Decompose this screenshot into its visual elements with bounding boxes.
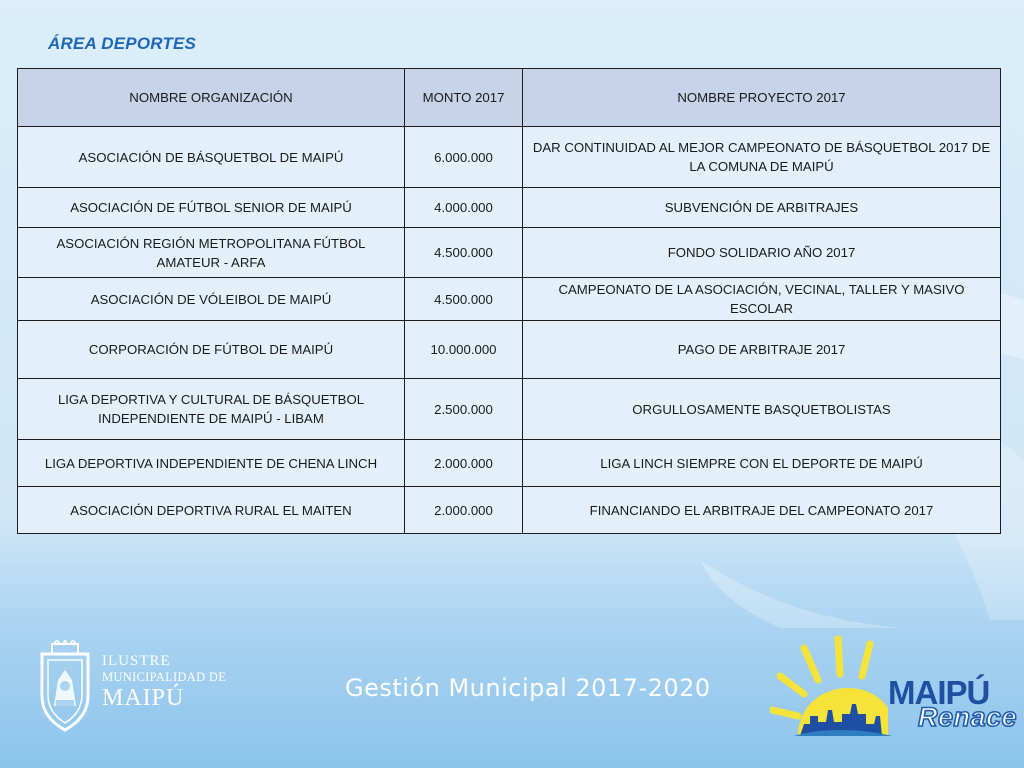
cell-project: FINANCIANDO EL ARBITRAJE DEL CAMPEONATO 2017 <box>523 487 1001 534</box>
cell-amount: 2.000.000 <box>405 440 523 487</box>
cell-project: PAGO DE ARBITRAJE 2017 <box>523 321 1001 379</box>
table-row <box>18 127 1001 188</box>
cell-organization: LIGA DEPORTIVA INDEPENDIENTE DE CHENA LINCH <box>18 440 405 487</box>
cell-organization: ASOCIACIÓN REGIÓN METROPOLITANA FÚTBOL AMATEUR - ARFA <box>18 228 405 278</box>
cell-amount: 4.500.000 <box>405 278 523 321</box>
cell-project: FONDO SOLIDARIO AÑO 2017 <box>523 228 1001 278</box>
cell-project: ORGULLOSAMENTE BASQUETBOLISTAS <box>523 379 1001 440</box>
cell-organization: ASOCIACIÓN DE VÓLEIBOL DE MAIPÚ <box>18 278 405 321</box>
cell-amount: 4.000.000 <box>405 188 523 228</box>
table-row <box>18 278 1001 321</box>
header-amount: MONTO 2017 <box>405 69 523 127</box>
cell-organization: ASOCIACIÓN DE BÁSQUETBOL DE MAIPÚ <box>18 127 405 188</box>
cell-amount: 2.000.000 <box>405 487 523 534</box>
brand-slogan: Renace <box>918 702 1018 732</box>
cell-project: LIGA LINCH SIEMPRE CON EL DEPORTE DE MAIPÚ <box>523 440 1001 487</box>
municipality-crest-icon <box>34 640 96 732</box>
cell-amount: 10.000.000 <box>405 321 523 379</box>
table-row <box>18 379 1001 440</box>
table-row <box>18 487 1001 534</box>
brand-name: MAIPÚ <box>888 674 990 711</box>
cell-amount: 6.000.000 <box>405 127 523 188</box>
cell-project: DAR CONTINUIDAD AL MEJOR CAMPEONATO DE BÁSQUETBOL 2017 DE LA COMUNA DE MAIPÚ <box>523 127 1001 188</box>
table-row <box>18 321 1001 379</box>
section-title: ÁREA DEPORTES <box>48 34 197 53</box>
header-project: NOMBRE PROYECTO 2017 <box>523 69 1001 127</box>
municipality-wordmark <box>102 654 226 710</box>
table-header-row <box>18 69 1001 127</box>
table-row <box>18 440 1001 487</box>
cell-amount: 4.500.000 <box>405 228 523 278</box>
cell-project: CAMPEONATO DE LA ASOCIACIÓN, VECINAL, TALLER Y MASIVO ESCOLAR <box>523 278 1001 321</box>
header-organization: NOMBRE ORGANIZACIÓN <box>18 69 405 127</box>
cell-amount: 2.500.000 <box>405 379 523 440</box>
municipality-line3: MAIPÚ <box>102 684 185 711</box>
table-row <box>18 188 1001 228</box>
footer-tagline: Gestión Municipal 2017-2020 <box>345 674 711 702</box>
municipality-line1: ILUSTRE <box>102 653 171 669</box>
cell-organization: CORPORACIÓN DE FÚTBOL DE MAIPÚ <box>18 321 405 379</box>
funding-table <box>17 68 1001 534</box>
cell-organization: LIGA DEPORTIVA Y CULTURAL DE BÁSQUETBOL INDEPENDIENTE DE MAIPÚ - LIBAM <box>18 379 405 440</box>
municipality-line2: MUNICIPALIDAD DE <box>102 670 227 684</box>
cell-organization: ASOCIACIÓN DEPORTIVA RURAL EL MAITEN <box>18 487 405 534</box>
cell-project: SUBVENCIÓN DE ARBITRAJES <box>523 188 1001 228</box>
cell-organization: ASOCIACIÓN DE FÚTBOL SENIOR DE MAIPÚ <box>18 188 405 228</box>
table-row <box>18 228 1001 278</box>
